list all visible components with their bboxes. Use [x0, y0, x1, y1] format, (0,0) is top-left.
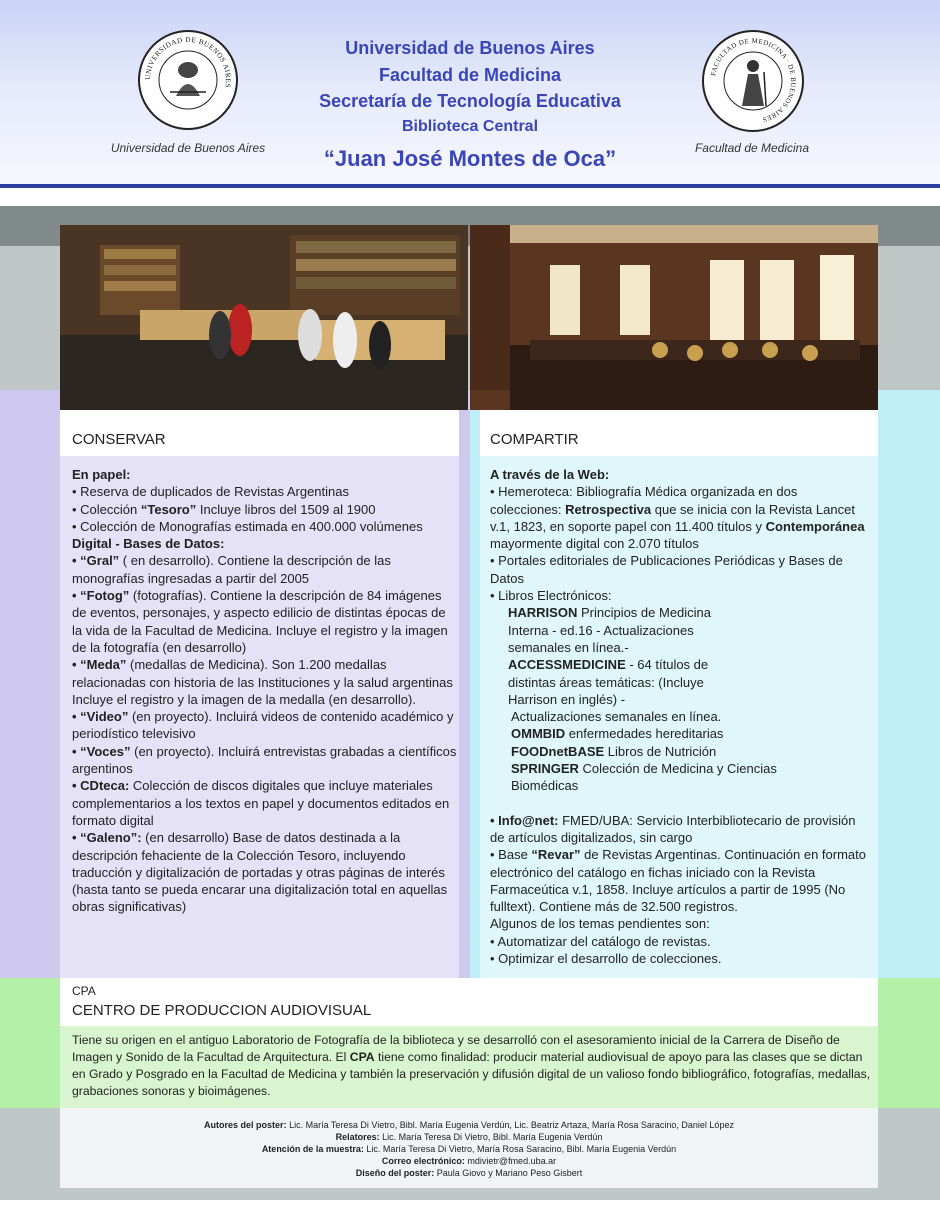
hemeroteca-item: • Hemeroteca: Bibliografía Médica organizada en dos colecciones: Retrospectiva que se inicia con la Revista Lancet v.1, 1823, en soporte papel con 11.400 títulos y Contemporánea mayormente digital con 2.070 títulos: [490, 484, 865, 552]
compartir-body: [490, 466, 870, 967]
title-secretariat: Secretaría de Tecnología Educativa: [319, 91, 621, 111]
digital-item-meda: • “Meda” (medallas de Medicina). Son 1.200 medallas relacionadas con historia de las Instituciones y la salud argentinas Incluye el registro y la imagen de la medalla (en desarrollo).: [72, 657, 453, 707]
cpa-body: Tiene su origen en el antiguo Laboratorio de Fotografía de la biblioteca y se desarrolló con el asesoramiento inicial de la Carrera de Diseño de Imagen y Sonido de la Facultad de Arquitectura. El CPA tiene como finalidad: producir material audiovisual de apoyo para las clases que se dictan en Grado y Posgrado en la Facultad de Medicina y también la preservación y difusión digital de un valioso fondo bibliográfico, fotografías, medallas, grabaciones sonoras y bioimágenes.: [72, 1033, 871, 1098]
digital-item-voces: • “Voces” (en proyecto). Incluirá entrevistas grabadas a científicos argentinos: [72, 743, 457, 777]
credit-relatores: Relatores: Lic. María Teresa Di Vietro, Bibl. María Eugenia Verdún: [335, 1132, 603, 1142]
fmed-caption: Facultad de Medicina: [694, 141, 810, 155]
pendiente-item-catalogo: • Automatizar del catálogo de revistas.: [490, 933, 711, 949]
fmed-seal-text: FACULTAD DE MEDICINA · DE BUENOS AIRES: [709, 36, 798, 124]
fmed-seal-logo: [702, 30, 804, 132]
digital-item-video: • “Video” (en proyecto). Incluirá videos de contenido académico y periodístico televisivo: [72, 709, 454, 742]
digital-item-cdteca: • CDteca: Colección de discos digitales que incluye materiales complementarios a los textos en papel y documentos editados en formato digital: [72, 778, 450, 828]
uba-seal-logo: [138, 30, 238, 130]
credit-correo: Correo electrónico: mdivietr@fmed.uba.ar: [381, 1156, 557, 1166]
library-name: “Juan José Montes de Oca”: [323, 146, 617, 171]
portales-item: • Portales editoriales de Publicaciones Periódicas y Bases de Datos: [490, 553, 843, 586]
title-library: Biblioteca Central: [401, 118, 539, 135]
web-heading: A través de la Web:: [490, 467, 610, 482]
pendientes-heading: Algunos de los temas pendientes son:: [490, 916, 710, 932]
harrison-item: HARRISON Principios de Medicina Interna - ed.16 - Actualizaciones semanales en línea.-: [508, 605, 712, 655]
compartir-title: COMPARTIR: [490, 431, 579, 448]
title-university: Universidad de Buenos Aires: [345, 38, 595, 58]
libros-item: • Libros Electrónicos:: [490, 588, 612, 604]
digital-item-gral: • “Gral” ( en desarrollo). Contiene la descripción de las monografías ingresadas a partir del 2005: [72, 553, 391, 586]
access-update-item: Actualizaciones semanales en línea.: [511, 709, 722, 725]
cpa-abbr: CPA: [72, 984, 96, 998]
credit-diseno: Diseño del poster: Paula Giovo y Mariano Peso Gisbert: [355, 1168, 583, 1178]
pendiente-item-colecciones: • Optimizar el desarrollo de colecciones.: [490, 951, 722, 967]
library-reading-room-photo: [60, 225, 468, 410]
credits-block: [60, 1119, 878, 1179]
title-faculty: Facultad de Medicina: [378, 65, 562, 85]
conservar-title: CONSERVAR: [72, 431, 166, 448]
infonet-item: • Info@net: FMED/UBA: Servicio Interbibliotecario de provisión de artículos digitalizados, sin cargo: [490, 812, 856, 845]
springer-item: SPRINGER Colección de Medicina y Ciencias Biomédicas: [511, 761, 777, 794]
uba-seal-text: UNIVERSIDAD DE BUENOS AIRES: [143, 35, 233, 89]
digital-item-fotog: • “Fotog” (fotografías). Contiene la descripción de 84 imágenes de eventos, personajes, y aspecto edilicio de distintas épocas de la vida de la Facultad de Medicina. Incluye el registro y la imagen de la fotografía (en desarrollo): [72, 588, 448, 655]
credit-atencion: Atención de la muestra: Lic. María Teresa Di Vietro, María Rosa Saracino, Bibl. María Eugenia Verdún: [261, 1144, 677, 1154]
en-papel-heading: En papel:: [72, 467, 131, 482]
header-divider: [0, 184, 940, 188]
digital-item-galeno: • “Galeno”: (en desarrollo) Base de datos destinada a la descripción fehaciente de la Colección Tesoro, incluyendo traducción y digitalización de portadas y otras páginas de interés (hasta tanto se pueda encarar una digitalización total en aquellas obras significativas): [72, 830, 448, 915]
ommbid-item: OMMBID enfermedades hereditarias: [511, 726, 724, 742]
credit-autores: Autores del poster: Lic. María Teresa Di Vietro, Bibl. María Eugenia Verdún, Lic. Beatriz Artaza, María Rosa Saracino, Daniel López: [204, 1120, 734, 1130]
digital-heading: Digital - Bases de Datos:: [72, 536, 225, 552]
revar-item: • Base “Revar” de Revistas Argentinas. Continuación en formato electrónico del catálogo en fichas iniciado con la Revista Farmaceútica v.1, 1858. Incluye artículos a partir de 1995 (No fulltext). Contiene más de 32.500 registros.: [490, 847, 866, 915]
cpa-title: CENTRO DE PRODUCCION AUDIOVISUAL: [72, 1002, 372, 1019]
conservar-body: [72, 466, 457, 916]
papel-item-tesoro: • Colección “Tesoro” Incluye libros del 1509 al 1900: [72, 501, 376, 517]
papel-item-duplicados: • Reserva de duplicados de Revistas Argentinas: [72, 484, 349, 500]
foodnetbase-item: FOODnetBASE Libros de Nutrición: [511, 743, 717, 759]
papel-item-monografias: • Colección de Monografías estimada en 400.000 volúmenes: [72, 518, 423, 534]
accessmedicine-item: ACCESSMEDICINE - 64 títulos de distintas áreas temáticas: (Incluye Harrison en inglés) -: [508, 657, 709, 707]
historic-library-hall-photo: [470, 225, 878, 410]
uba-caption: Universidad de Buenos Aires: [110, 141, 266, 155]
